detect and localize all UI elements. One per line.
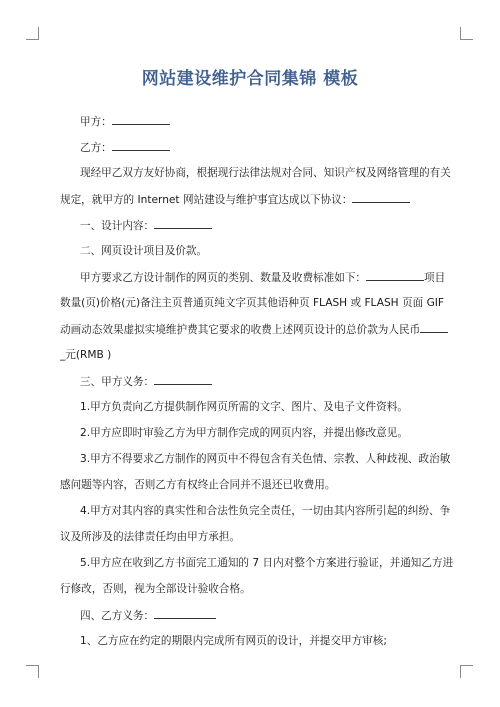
pricing-line-4: _元(RMB ) — [60, 349, 112, 361]
section-2-heading: 二、网页设计项目及价款。 — [80, 245, 208, 257]
duty-a-4-cont: 议及所涉及的法律责任均由甲方承担。 — [60, 531, 241, 543]
party-a-label: 甲方： — [80, 116, 112, 128]
pricing-line-1 — [80, 270, 445, 285]
page-corner-mark-top-left — [26, 27, 39, 40]
intro-line-1: 现经甲乙双方友好协商，根据现行法律法规对合同、知识产权及网络管理的有关 — [80, 167, 451, 179]
intro-line-2-text: 规定，就甲方的 Internet 网站建设与维护事宜达成以下协议： — [60, 194, 353, 206]
page-corner-mark-top-right — [460, 27, 473, 40]
section-3-heading: 三、甲方义务： — [80, 376, 155, 388]
section-design-content — [80, 218, 212, 233]
section-party-b-duties — [80, 608, 216, 623]
party-b-line — [80, 140, 170, 155]
pricing-line-2: 数量(页)价格(元)备注主页普通页纯文字页其他语种页 FLASH 或 FLASH 页面 GIF — [60, 297, 444, 309]
pricing-line-3 — [60, 322, 448, 337]
pricing-line-3-text: 动画动态效果虚拟实境维护费其它要求的收费上述网页设计的总价款为人民币 — [60, 324, 421, 336]
section-1-heading: 一、设计内容： — [80, 220, 155, 232]
party-a-blank[interactable] — [112, 114, 170, 125]
party-b-label: 乙方： — [80, 142, 112, 154]
total-price-blank[interactable] — [420, 322, 448, 333]
party-b-blank[interactable] — [112, 140, 170, 151]
party-a-duties-blank[interactable] — [154, 374, 212, 385]
intro-blank[interactable] — [352, 192, 410, 203]
pricing-items-blank[interactable] — [366, 270, 424, 281]
section-4-heading: 四、乙方义务： — [80, 610, 155, 622]
pricing-line-1-tail: 项目 — [424, 272, 446, 284]
page-corner-mark-bottom-right — [460, 665, 473, 678]
party-a-line — [80, 114, 170, 129]
pricing-line-1-text: 甲方要求乙方设计制作的网页的类别、数量及收费标准如下： — [80, 272, 367, 284]
page-corner-mark-bottom-left — [26, 665, 39, 678]
duty-a-5-cont: 行修改，否则，视为全部设计验收合格。 — [60, 583, 251, 595]
duty-a-5: 5.甲方应在收到乙方书面完工通知的 7 日内对整个方案进行验证，并通知乙方进 — [80, 557, 454, 569]
section-party-a-duties — [80, 374, 212, 389]
duty-a-2: 2.甲方应即时审验乙方为甲方制作完成的网页内容，并提出修改意见。 — [80, 427, 408, 439]
duty-a-3: 3.甲方不得要求乙方制作的网页中不得包含有关色情、宗教、人种歧视、政治敏 — [80, 453, 451, 465]
duty-b-1: 1、乙方应在约定的期限内完成所有网页的设计，并提交甲方审核; — [80, 635, 387, 647]
document-title: 网站建设维护合同集锦 模板 — [141, 69, 359, 89]
duty-a-1: 1.甲方负责向乙方提供制作网页所需的文字、图片、及电子文件资料。 — [80, 401, 408, 413]
duty-a-4: 4.甲方对其内容的真实性和合法性负完全责任，一切由其内容所引起的纠纷、争 — [80, 505, 451, 517]
party-b-duties-blank[interactable] — [154, 608, 216, 619]
design-content-blank[interactable] — [154, 218, 212, 229]
duty-a-3-cont: 感问题等内容，否则乙方有权终止合同并不退还已收费用。 — [60, 479, 336, 491]
intro-line-2 — [60, 192, 410, 207]
